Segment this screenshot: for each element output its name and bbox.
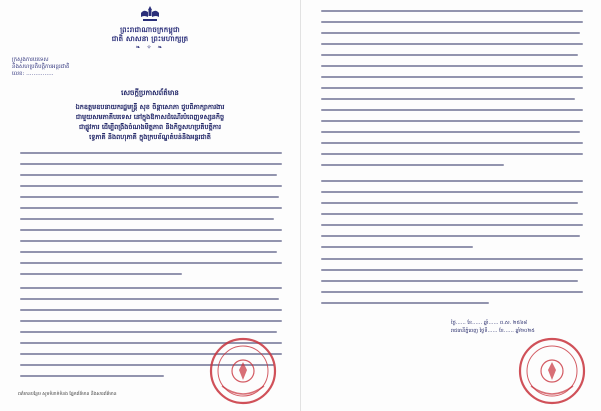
royal-emblem-icon [138,5,162,23]
body-paragraph-1 [20,150,282,284]
press-release-title-line: ជាមួយសមភាគីបរទេស នៅក្នុងឱកាសដំណើរបំពេញទស្សនកិច្ច [75,113,225,121]
press-release-title-line: ទ្វេភាគី និងពហុភាគី ក្នុងក្របខ័ណ្ឌតំបន់និងអន្តរជាតិ [89,133,211,141]
signing-place-date: រាជធានីភ្នំពេញ ថ្ងៃទី…… ខែ…… ឆ្នាំ២០២៥ [451,328,535,334]
body-paragraph-5 [321,256,583,313]
document-page-right [301,0,601,411]
ministry-name-line1: ក្រសួងការបរទេស [12,57,49,63]
press-release-title-line: ជាផ្លូវការ ដើម្បីពង្រឹងចំណងមិត្តភាព និងកិច្ចសហប្រតិបត្តិការ [78,123,222,131]
body-paragraph-4 [321,178,583,257]
lunar-date-line: ថ្ងៃ…… ខែ…… ឆ្នាំ…… ព.ស. ២៥៦៨ [451,320,528,326]
kingdom-header-line2: ជាតិ សាសនា ព្រះមហាក្សត្រ [111,35,189,43]
footer-contact-note: ពត៌មានបន្ថែម សូមទំនាក់ទំនង ផ្នែកព័ត៌មាន និងសារព័ត៌មាន [18,392,117,397]
official-seal-icon [517,336,587,406]
press-release-heading: សេចក្តីប្រកាសព័ត៌មាន [121,89,179,97]
official-seal-icon [208,336,278,406]
body-paragraph-3 [321,8,583,175]
ministry-reference-number: លេខ: …………… [12,71,54,77]
kingdom-header-line1: ព្រះរាជាណាចក្រកម្ពុជា [120,26,180,34]
header-ornament: ❧ ✧ ❧ [135,44,165,51]
press-release-title-line: ឯកឧត្តមឧបនាយករដ្ឋមន្ត្រី សុខ ចិន្តាសោភា ជួបពិភាក្សាការងារ [75,103,225,111]
ministry-name-line2: និងសហប្រតិបត្តិការអន្តរជាតិ [12,64,70,70]
